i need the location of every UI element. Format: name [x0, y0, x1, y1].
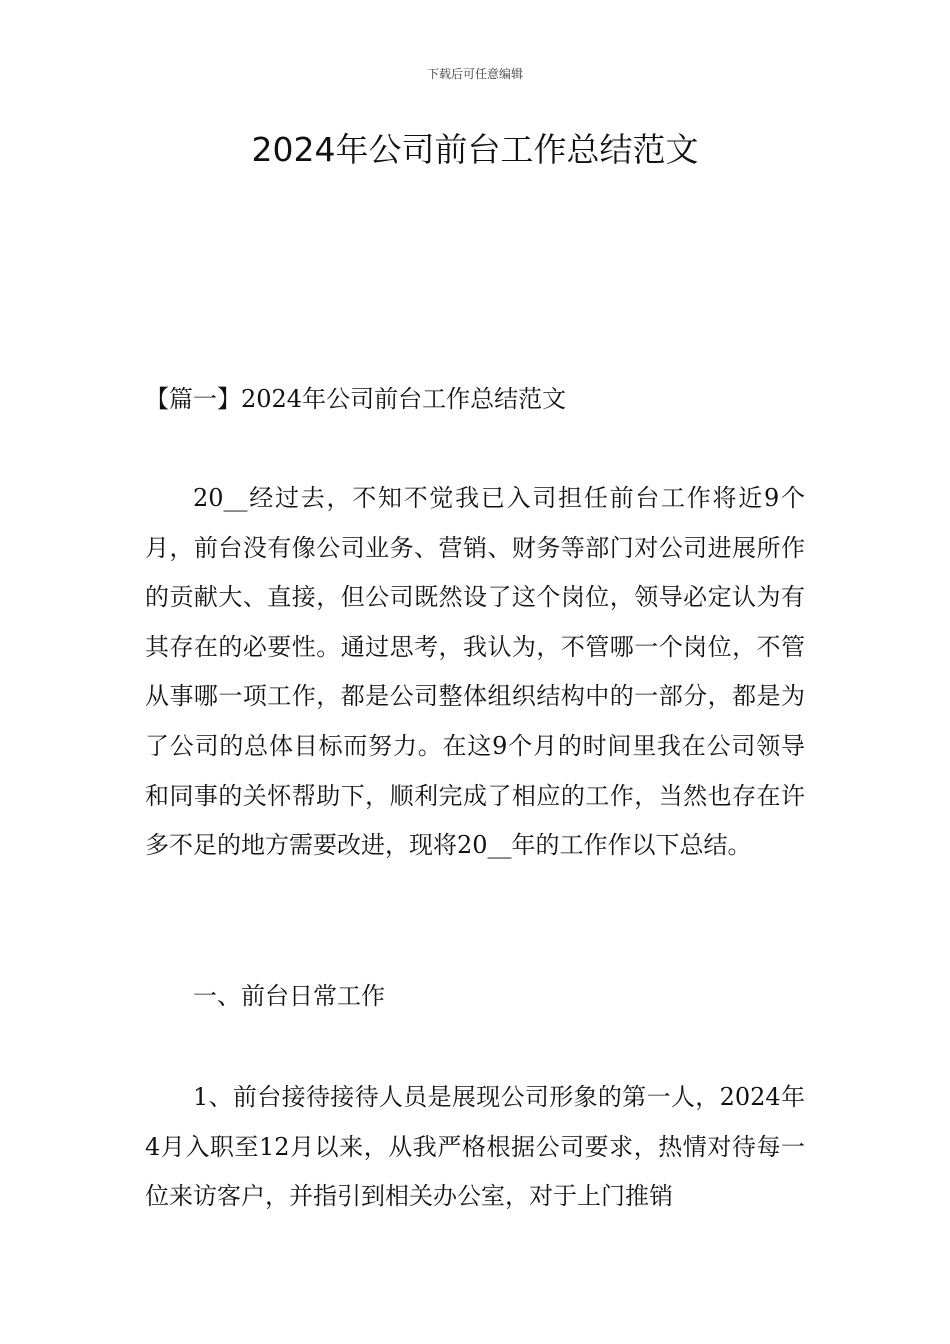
document-title: 2024年公司前台工作总结范文: [251, 130, 699, 169]
section-heading: 【篇一】2024年公司前台工作总结范文: [145, 385, 567, 413]
subheading-daily-work: 一、前台日常工作: [193, 982, 385, 1010]
header-note: 下载后可任意编辑: [426, 67, 523, 81]
paragraph-reception: 1、前台接待接待人员是展现公司形象的第一人，2024年4月入职至12月以来，从我严格根据公司要求，热情对待每一位来访客户，并指引到相关办公室，对于上门推销: [145, 1083, 805, 1211]
paragraph-intro: 20__经过去，不知不觉我已入司担任前台工作将近9个月，前台没有像公司业务、营销、财务等部门对公司进展所作的贡献大、直接，但公司既然设了这个岗位，领导必定认为有其存在的必要性。通过思考，我认为，不管哪一个岗位，不管从事哪一项工作，都是公司整体组织结构中的一部分，都是为了公司的总体目标而努力。在这9个月的时间里我在公司领导和同事的关怀帮助下，顺利完成了相应的工作，当然也存在许多不足的地方需要改进，现将20__年的工作作以下总结。: [145, 484, 805, 860]
